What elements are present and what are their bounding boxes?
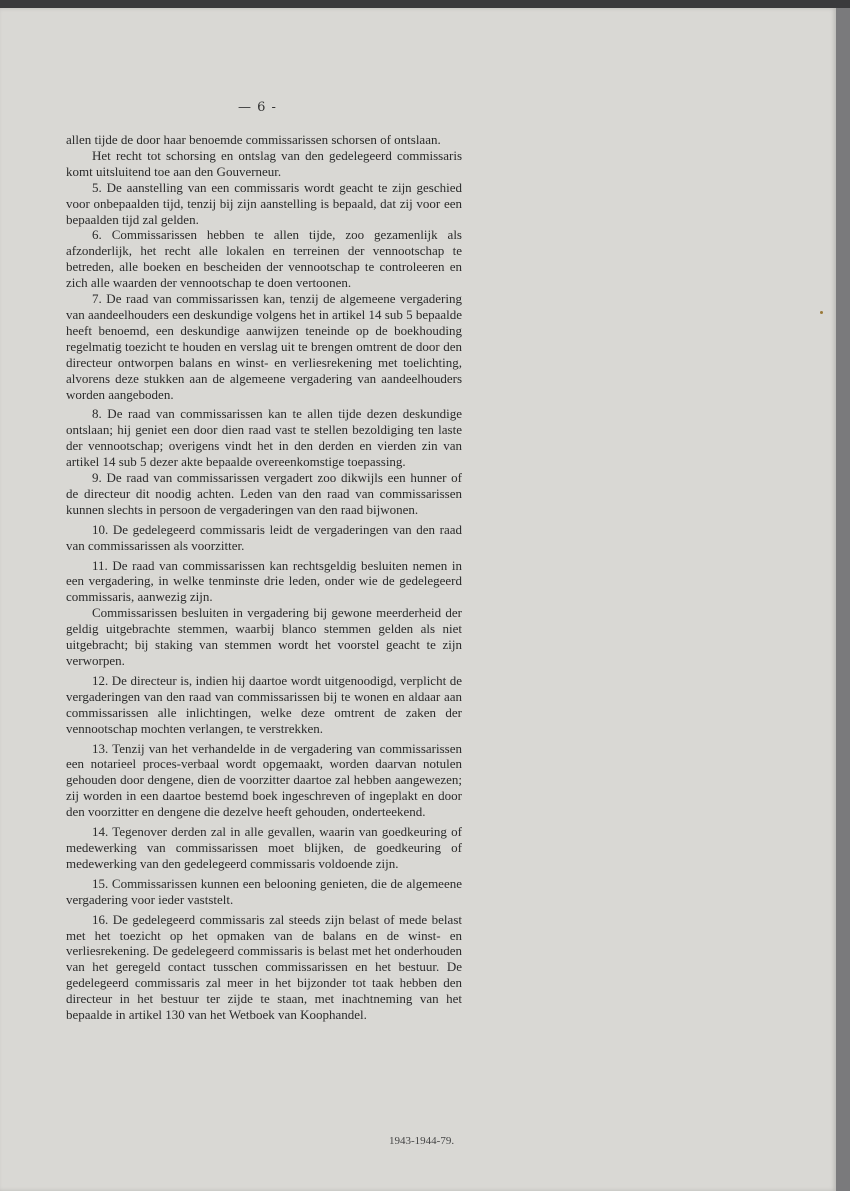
paper-speck <box>820 311 823 314</box>
paragraph: Het recht tot schorsing en ontslag van den gedelegeerd commissaris komt uitsluitend toe aan den Gouverneur. <box>66 147 462 179</box>
paragraph: 7. De raad van commissarissen kan, tenzij de algemeene vergadering van aandeelhouders een deskundige volgens het in artikel 14 sub 5 bepaalde heeft benoemd, een deskundige aanwijzen teneinde op de boekhouding regelmatig toezicht te houden en verslag uit te brengen omtrent de door den directeur ontworpen balans en winst- en verliesrekening met toelichting, alvorens deze stukken aan de algemeene vergadering van aandeelhouders worden aangeboden. <box>66 291 463 402</box>
paragraph: Commissarissen besluiten in vergadering bij gewone meerderheid der geldig uitgebrachte stemmen, waarbij blanco stemmen gelden als niet uitgebracht; bij staking van stemmen wordt het voorstel geacht te zijn verworpen. <box>66 605 462 668</box>
paragraph: 9. De raad van commissarissen vergadert zoo dikwijls een hunner of de directeur dit noodig achten. Leden van den raad van commissarissen kunnen slechts in persoon de vergaderingen van den raad bijwonen. <box>66 470 462 517</box>
paragraph: allen tijde de door haar benoemde commissarissen schorsen of ontslaan. <box>66 132 441 147</box>
paragraph: 11. De raad van commissarissen kan rechtsgeldig besluiten nemen in een vergadering, in welke tenminste drie leden, onder wie de gedelegeerd commissaris, aanwezig zijn. <box>66 557 462 605</box>
scan-edge <box>836 8 850 1191</box>
paragraph: 13. Tenzij van het verhandelde in de vergadering van commissarissen een notarieel proces-verbaal wordt opgemaakt, worden daarvan notulen gehouden door dengene, dien de voorzitter daartoe zal hebben aangewezen; zij worden in een daartoe bestemd boek ingeschreven of ingeplakt en door den voorzitter en dengene die dezelve heeft gehouden, onderteekend. <box>66 740 462 820</box>
paragraph: 14. Tegenover derden zal in alle gevallen, waarin van goedkeuring of medewerking van commissarissen moet blijken, de goedkeuring of medewerking van den gedelegeerd commissaris voldoende zijn. <box>66 824 462 871</box>
document-body <box>66 132 462 1023</box>
scanned-page <box>0 8 836 1191</box>
footer-code: 1943-1944-79. <box>389 1135 455 1147</box>
paragraph: 8. De raad van commissarissen kan te allen tijde dezen deskundige ontslaan; hij geniet een door dien raad vast te stellen bezoldiging ten laste der vennootschap; overigens vindt het in den derden en vierden zin van artikel 14 sub 5 dezer akte bepaalde overeenkomstige toepassing. <box>66 406 462 470</box>
page-number: — 6 - <box>238 100 277 115</box>
paragraph: 5. De aanstelling van een commissaris wordt geacht te zijn geschied voor onbepaalden tijd, tenzij bij zijn aanstelling is bepaald, dat zij voor een bepaalden tijd zal gelden. <box>66 179 462 227</box>
paragraph: 10. De gedelegeerd commissaris leidt de vergaderingen van den raad van commissarissen als voorzitter. <box>66 521 462 553</box>
paragraph: 16. De gedelegeerd commissaris zal steeds zijn belast of mede belast met het toezicht op het opmaken van de balans en de winst- en verliesrekening. De gedelegeerd commissaris is belast met het onderhouden van het geregeld contact tusschen commissarissen en het bestuur. De gedelegeerd commissaris zal meer in het bijzonder tot taak hebben den directeur in het bestuur ter zijde te staan, met inachtneming van het bepaalde in artikel 130 van het Wetboek van Koophandel. <box>66 911 462 1023</box>
paragraph: 15. Commissarissen kunnen een belooning genieten, die de algemeene vergadering voor ieder vaststelt. <box>66 875 462 907</box>
paragraph: 6. Commissarissen hebben te allen tijde, zoo gezamenlijk als afzonderlijk, het recht alle lokalen en terreinen der vennootschap te betreden, alle boeken en bescheiden der vennootschap te controleeren en zich alle waarden der vennootschap te doen vertoonen. <box>66 227 462 291</box>
paragraph: 12. De directeur is, indien hij daartoe wordt uitgenoodigd, verplicht de vergaderingen van den raad van commissarissen bij te wonen en aldaar aan commissarissen alle inlichtingen, welke deze omtrent de zaken der vennootschap mochten verlangen, te verstrekken. <box>66 672 462 736</box>
